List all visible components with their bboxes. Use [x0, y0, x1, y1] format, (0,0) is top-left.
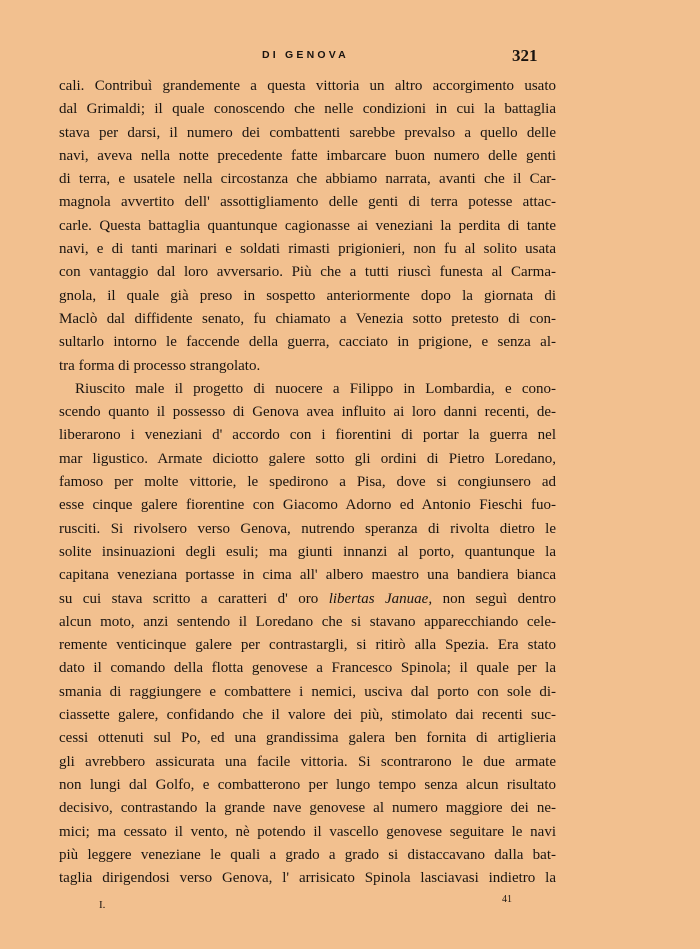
text-line: solite insinuazioni degli esuli; ma giunti innanzi al porto, quantunque la	[59, 543, 556, 560]
text-line: cessi ottenuti sul Po, ed una grandissima galera ben fornita di artiglieria	[59, 730, 556, 747]
text-line: smania di raggiungere e combattere i nemici, usciva dal porto con sole di-	[59, 683, 556, 700]
text-line: remente venticinque galere per contrastargli, si ritirò alla Spezia. Era stato	[59, 637, 556, 654]
text-segment: su cui stava scritto a caratteri d' oro	[59, 590, 329, 607]
italic-phrase: libertas Januae,	[328, 590, 433, 607]
text-line: mar ligustico. Armate diciotto galere sotto gli ordini di Pietro Loredano,	[59, 450, 556, 467]
text-line: magnola avvertito dell' assottigliamento delle genti di terra potesse attac-	[59, 194, 556, 211]
text-line: carle. Questa battaglia quantunque cagionasse ai veneziani la perdita di tante	[59, 217, 556, 234]
text-line: navi, aveva nella notte precedente fatte imbarcare buon numero delle genti	[59, 147, 556, 164]
paragraph-2	[59, 378, 556, 891]
text-line: navi, e di tanti marinari e soldati rimasti prigionieri, non fu al solito usata	[59, 241, 556, 258]
text-line: rusciti. Si rivolsero verso Genova, nutrendo speranza di rivolta dietro le	[59, 520, 556, 537]
running-title: DI GENOVA	[262, 49, 349, 61]
text-line: famoso per molte vittorie, le spedirono a Pisa, dove si congiunsero ad	[59, 474, 556, 491]
text-line: alcun moto, anzi sentendo il Loredano che si stavano apparecchiando cele-	[59, 613, 556, 630]
volume-mark: I.	[99, 899, 106, 911]
text-line: taglia dirigendosi verso Genova, l' arrisicato Spinola lasciavasi indietro la	[59, 870, 556, 887]
text-line: dal Grimaldi; il quale conoscendo che nelle condizioni in cui la battaglia	[59, 101, 556, 118]
running-head	[0, 46, 700, 68]
text-line: sultarlo intorno le faccende della guerra, cacciato in prigione, e senza al-	[59, 334, 556, 351]
text-line: esse cinque galere fiorentine con Giacomo Adorno ed Antonio Fieschi fuo-	[59, 497, 556, 514]
text-line: stava per darsi, il numero dei combattenti sarebbe prevalso a quello delle	[59, 124, 556, 141]
text-line	[59, 588, 556, 611]
text-line: capitana veneziana portasse in cima all' albero maestro una bandiera bianca	[59, 567, 556, 584]
text-line: Maclò dal diffidente senato, fu chiamato a Venezia sotto pretesto di con-	[59, 310, 556, 327]
text-line: Riuscito male il progetto di nuocere a Filippo in Lombardia, e cono-	[75, 380, 556, 397]
text-line: dato il comando della flotta genovese a Francesco Spinola; il quale per la	[59, 660, 556, 677]
text-line: non lungi dal Golfo, e combatterono per lungo tempo senza alcun risultato	[59, 776, 556, 793]
text-line: di terra, e usatele nella circostanza che abbiamo narrata, avanti che il Car-	[59, 171, 556, 188]
text-line: gnola, il quale già preso in sospetto anteriormente dopo la giornata di	[59, 287, 556, 304]
text-line: tra forma di processo strangolato.	[59, 357, 261, 374]
text-line: scendo quanto il possesso di Genova avea influito ai loro danni recenti, de-	[59, 404, 556, 421]
text-line: con vantaggio dal loro avversario. Più che a tutti riuscì funesta al Carma-	[59, 264, 556, 281]
text-line: gli avrebbero assicurata una facile vittoria. Si scontrarono le due armate	[59, 753, 556, 770]
text-line: liberarono i veneziani d' accordo con i fiorentini di portar la guerra nel	[59, 427, 556, 444]
text-line: decisivo, contrastando la grande nave genovese al numero maggiore dei ne-	[59, 800, 556, 817]
paragraph-1	[59, 75, 556, 378]
text-line: cali. Contribuì grandemente a questa vittoria un altro accorgimento usato	[59, 78, 556, 94]
signature-mark: 41	[502, 894, 512, 905]
text-segment: non seguì dentro	[432, 590, 556, 607]
text-line: più leggere veneziane le quali a grado a grado si distaccavano dalla bat-	[59, 846, 556, 863]
page-number: 321	[512, 46, 538, 65]
text-line: ciassette galere, confidando che il valore dei più, stimolato dai recenti suc-	[59, 707, 556, 724]
body-text	[59, 75, 556, 890]
text-line: mici; ma cessato il vento, nè potendo il vascello genovese seguitare le navi	[59, 823, 556, 840]
